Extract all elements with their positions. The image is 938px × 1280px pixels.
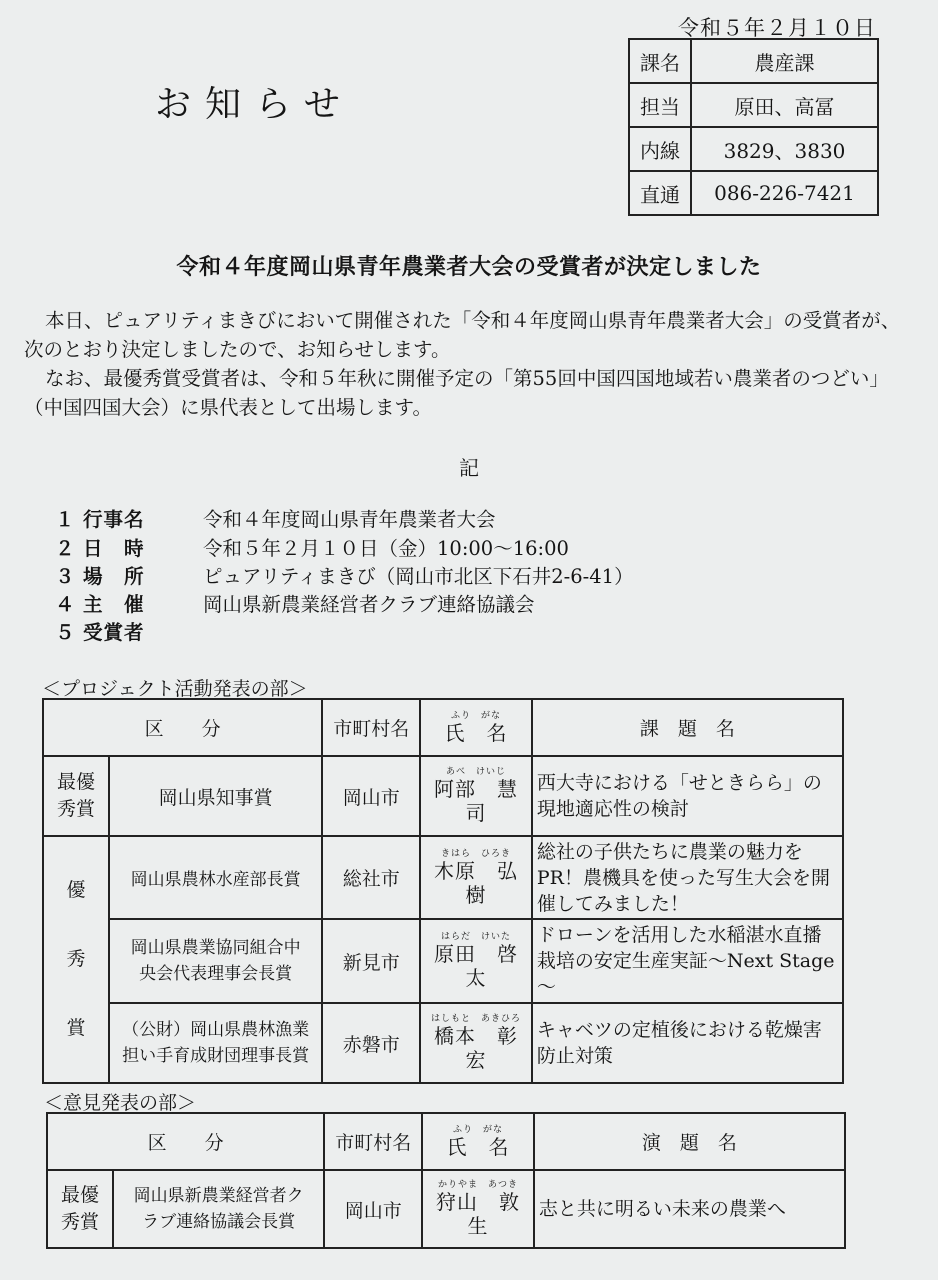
paragraph-text: 本日、ピュアリティまきびにおいて開催された「令和４年度岡山県青年農業者大会」の受賞者が、次のとおり決定しましたので、お知らせします。: [24, 309, 901, 361]
winner-ruby: きはら ひろき: [440, 848, 511, 859]
opinion-section-label: ＜意見発表の部＞: [44, 1092, 197, 1114]
winner-name: [420, 756, 532, 836]
topic-title: ドローンを活用した水稲湛水直播栽培の安定生産実証～Next Stage～: [532, 919, 843, 1003]
winner-ruby: はしもと あきひろ: [430, 1014, 521, 1024]
topic-title: 西大寺における「せときらら」の現地適応性の検討: [532, 756, 843, 836]
info-item: [55, 506, 496, 534]
contact-value: 原田、高冨: [691, 83, 878, 127]
header-name-ruby: ふり がな: [450, 710, 501, 721]
item-label: 主 催: [83, 593, 145, 616]
table-row: [43, 836, 843, 919]
item-label: 行事名: [83, 508, 145, 531]
winner-name-text: 木原 弘樹: [433, 858, 518, 907]
item-value: 岡山県新農業経営者クラブ連絡協議会: [203, 593, 535, 616]
note-paragraph: [24, 364, 904, 422]
header-topic: 演 題 名: [534, 1113, 845, 1170]
info-item: [55, 535, 569, 563]
city-name: 岡山市: [322, 756, 420, 836]
info-item: [55, 619, 203, 647]
header-name: [420, 699, 532, 756]
item-number: ５: [55, 621, 75, 644]
contact-table: [628, 38, 879, 216]
winner-name-text: 狩山 敦生: [435, 1190, 520, 1238]
table-row: [43, 756, 843, 836]
winner-name-text: 橋本 彰宏: [433, 1024, 518, 1072]
table-header-row: [43, 699, 843, 756]
winner-ruby: はらだ けいた: [440, 932, 511, 942]
city-name: 岡山市: [324, 1170, 422, 1248]
winner-name-text: 阿部 慧司: [433, 777, 518, 825]
header-name-label: 氏 名: [446, 1134, 510, 1159]
info-item: [55, 563, 634, 591]
contact-value: 農産課: [691, 39, 878, 83]
header-topic: 課 題 名: [532, 699, 843, 756]
item-label: 場 所: [83, 565, 145, 588]
winner-ruby: かりやま あつき: [437, 1180, 518, 1190]
topic-title: キャベツの定植後における乾燥害防止対策: [532, 1003, 843, 1083]
header-name-ruby: ふり がな: [452, 1124, 503, 1135]
contact-value: 3829、3830: [691, 127, 878, 171]
project-section-label: ＜プロジェクト活動発表の部＞: [42, 678, 308, 700]
award-name: 岡山県農林水産部長賞: [109, 836, 322, 919]
table-row: [47, 1170, 845, 1248]
item-number: ３: [55, 565, 75, 588]
item-value: 令和４年度岡山県青年農業者大会: [203, 508, 496, 531]
award-name: 岡山県農業協同組合中央会代表理事会長賞: [109, 919, 322, 1003]
excellence-prize-label: 優 秀 賞: [43, 836, 109, 1083]
winner-name-text: 原田 啓太: [433, 942, 518, 990]
contact-key: 担当: [629, 83, 691, 127]
header-name-label: 氏 名: [444, 720, 508, 745]
item-number: ２: [55, 537, 75, 560]
item-number: １: [55, 508, 75, 531]
header-category: 区 分: [43, 699, 322, 756]
contact-row: [629, 127, 878, 171]
contact-key: 課名: [629, 39, 691, 83]
contact-value: 086-226-7421: [691, 171, 878, 215]
table-header-row: [47, 1113, 845, 1170]
table-row: [43, 1003, 843, 1083]
grand-prize-label: 最優秀賞: [47, 1170, 113, 1248]
city-name: 赤磐市: [322, 1003, 420, 1083]
winner-name: [422, 1170, 534, 1248]
info-item: [55, 591, 535, 619]
winner-name: [420, 919, 532, 1003]
topic-title: 志と共に明るい未来の農業へ: [534, 1170, 845, 1248]
winner-name: [420, 1003, 532, 1083]
contact-key: 直通: [629, 171, 691, 215]
winner-ruby: あべ けいじ: [445, 767, 506, 777]
header-name: [422, 1113, 534, 1170]
contact-key: 内線: [629, 127, 691, 171]
city-name: 総社市: [322, 836, 420, 919]
header-category: 区 分: [47, 1113, 324, 1170]
contact-row: [629, 171, 878, 215]
city-name: 新見市: [322, 919, 420, 1003]
grand-prize-label: 最優秀賞: [43, 756, 109, 836]
item-label: 受賞者: [83, 621, 145, 644]
paragraph-text: なお、最優秀賞受賞者は、令和５年秋に開催予定の「第55回中国四国地域若い農業者のつどい」（中国四国大会）に県代表として出場します。: [24, 367, 889, 419]
header-city: 市町村名: [324, 1113, 422, 1170]
winner-name: [420, 836, 532, 919]
topic-title: 総社の子供たちに農業の魅力をPR！農機具を使った写生大会を開催してみました！: [532, 836, 843, 919]
header-city: 市町村名: [322, 699, 420, 756]
award-name: 岡山県知事賞: [109, 756, 322, 836]
ki-mark: 記: [459, 456, 479, 480]
document-date: 令和５年２月１０日: [678, 16, 876, 40]
item-number: ４: [55, 593, 75, 616]
project-awards-table: [42, 698, 844, 1084]
opinion-awards-table: [46, 1112, 846, 1249]
item-label: 日 時: [83, 537, 145, 560]
contact-row: [629, 83, 878, 127]
page-title: お知らせ: [155, 84, 354, 125]
headline: 令和４年度岡山県青年農業者大会の受賞者が決定しました: [176, 255, 762, 280]
contact-row: [629, 39, 878, 83]
award-name: 岡山県新農業経営者クラブ連絡協議会長賞: [113, 1170, 324, 1248]
intro-paragraph: [24, 306, 904, 364]
item-value: 令和５年２月１０日（金）10:00～16:00: [203, 537, 569, 560]
table-row: [43, 919, 843, 1003]
item-value: ピュアリティまきび（岡山市北区下石井2-6-41）: [203, 565, 634, 588]
award-name: （公財）岡山県農林漁業担い手育成財団理事長賞: [109, 1003, 322, 1083]
